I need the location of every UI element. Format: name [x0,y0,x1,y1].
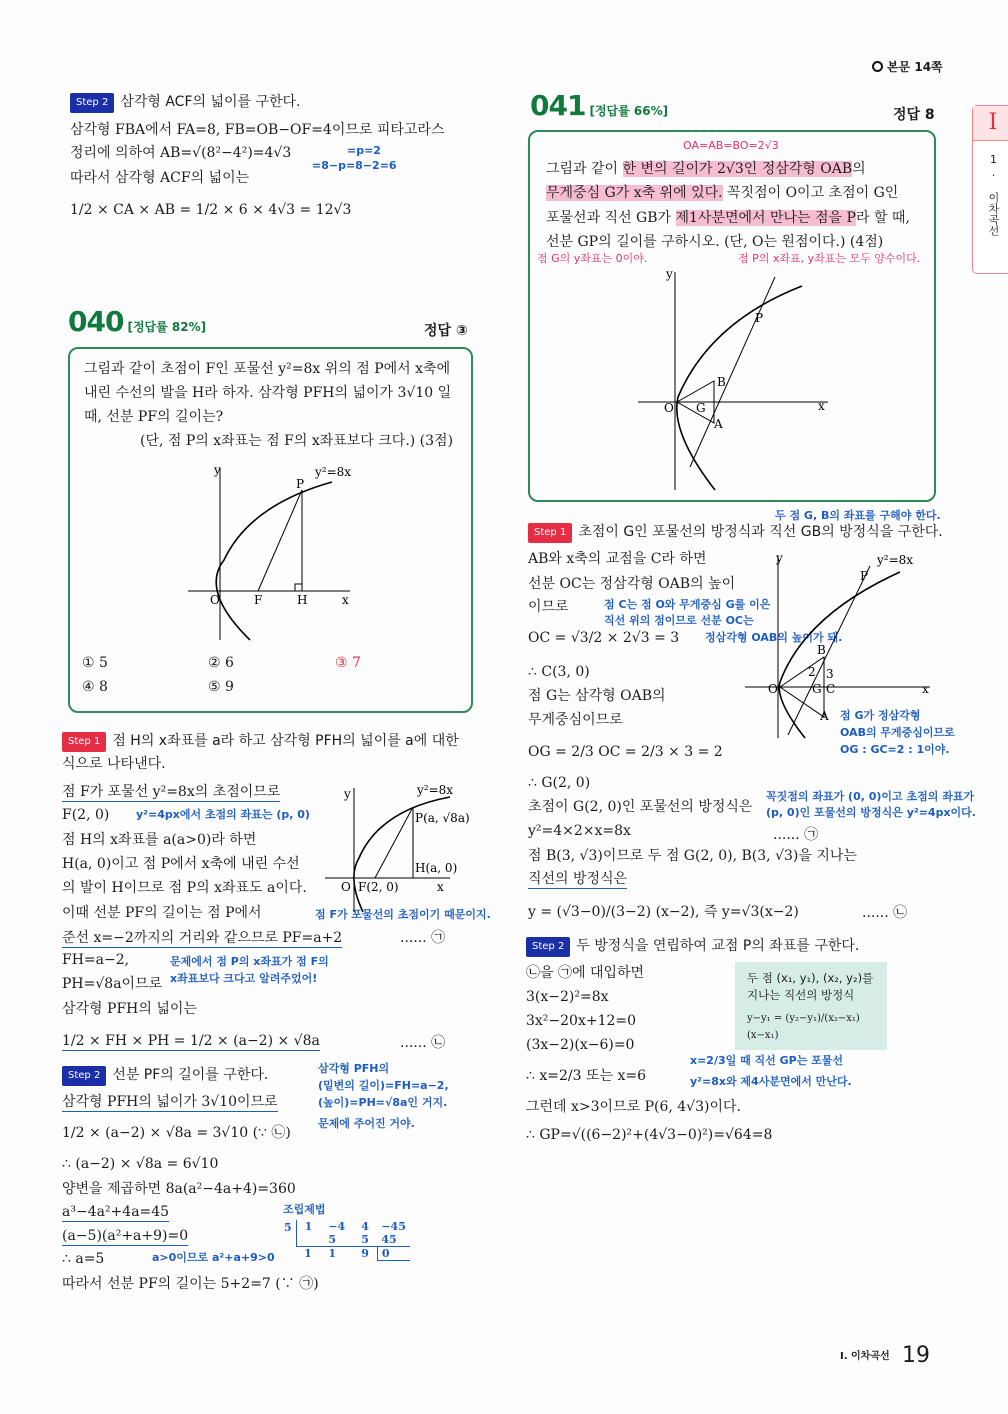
step1-heading [62,732,459,752]
solution-line: 점 B(3, √3)이므로 두 점 G(2, 0), B(3, √3)을 지나는 [528,848,857,864]
segment-label: 3 [826,667,834,681]
highlight: 한 변의 길이가 2√3인 정삼각형 OAB [622,161,853,177]
solution-line: 의 발이 H이므로 점 P의 x좌표도 a이다. [62,880,307,896]
solution-line: ∴ C(3, 0) [528,664,590,680]
annotation: y²=8x와 제4사분면에서 만난다. [690,1075,852,1088]
side-tab-chapter: 1. 이차곡선 [987,153,1000,236]
solution-line: ∴ a=5 [62,1251,105,1267]
annotation: y²=4px에서 초점의 좌표는 (p, 0) [136,808,310,821]
annotation: =p=2 [347,144,381,157]
solution-line: y²=4×2×x=8x [528,823,631,839]
solution-line: 점 G는 삼각형 OAB의 [528,688,666,704]
equation-mark: ...... ㉠ [773,827,819,843]
step-title: 초점이 G인 포물선의 방정식과 직선 GB의 방정식을 구한다. [578,524,943,540]
annotation: x=2/3일 때 직선 GP는 포물선 [690,1054,844,1067]
point-label: A [714,417,723,431]
step2-badge: Step 2 [526,937,570,957]
question-line: 내린 수선의 발을 H라 하자. 삼각형 PFH의 넓이가 3√10 일 [84,385,452,401]
solution-line: ∴ (a−2) × √8a = 6√10 [62,1156,219,1172]
solution-line: F(2, 0) [62,807,110,823]
solution-line: 1/2 × (a−2) × √8a = 3√10 (∵ ㉡) [62,1125,291,1141]
axis-label: y [344,787,351,801]
text: 포물선과 직선 GB가 [546,210,676,226]
solution-line: PH=√8a이므로 [62,976,163,992]
point-label: B [717,375,726,389]
solution-line: OG = 2/3 OC = 2/3 × 3 = 2 [528,744,723,760]
correct-rate: [정답률 66%] [589,104,669,118]
annotation: 점 P의 x좌표, y좌표는 모두 양수이다. [738,252,921,265]
solution-line: 1/2 × FH × PH = 1/2 × (a−2) × √8a [62,1033,320,1049]
figure-040 [180,460,360,645]
solution-line: 양변을 제곱하면 8a(a²−4a+4)=360 [62,1181,296,1197]
choice-4[interactable]: ④ 8 [82,679,108,695]
solution-line: 3(x−2)²=8x [526,989,609,1005]
annotation: OG : GC=2 : 1이야. [840,743,950,756]
solution-line: ∴ GP=√((6−2)²+(4√3−0)²)=√64=8 [526,1127,773,1143]
solution-line: 삼각형 PFH의 넓이가 3√10이므로 [62,1094,278,1110]
solution-line: 직선의 방정식은 [528,871,628,887]
formula-box [735,962,887,1050]
highlight: 제1사분면에서 만나는 점을 P [675,210,856,226]
step-title: 식으로 나타낸다. [62,756,166,772]
solution-line: a³−4a²+4a=45 [62,1204,170,1220]
formula-line: 두 점 (x₁, y₁), (x₂, y₂)를 [747,971,874,985]
solution-line: ∴ G(2, 0) [528,775,591,791]
annotation: 정삼각형 OAB의 높이가 돼. [705,631,843,644]
solution-line: 그런데 x>3이므로 P(6, 4√3)이다. [526,1099,741,1115]
step1-badge: Step 1 [528,523,572,543]
annotation: (밑변의 길이)=FH=a−2, [318,1079,449,1092]
page-ref-text: 본문 14쪽 [887,60,943,74]
solution-line: H(a, 0)이고 점 P에서 x축에 내린 수선 [62,856,300,872]
correct-rate: [정답률 82%] [127,320,207,334]
question-line [546,209,910,227]
axis-label: y [776,551,783,565]
coef: 1 [296,1220,320,1233]
solution-line: AB와 x축의 교점을 C라 하면 [528,551,707,567]
point-label: H(a, 0) [415,861,458,875]
line-gb [690,277,775,467]
step1-heading [528,523,943,543]
divisor: 5 [284,1221,292,1234]
annotation: 점 G의 y좌표는 0이야. [537,252,648,265]
choice-3-selected[interactable]: ③ 7 [335,655,361,671]
text: 라 할 때, [855,210,910,226]
annotation: 점 C는 점 O와 무게중심 G를 이은 [604,598,771,611]
equation-mark: ...... ㉡ [400,1035,446,1051]
figure-041 [630,262,830,492]
solution-line: 무게중심이므로 [528,712,623,728]
point-label: O [664,401,674,415]
question-line [546,160,866,178]
annotation: 꼭짓점의 좌표가 (0, 0)이고 초점의 좌표가 [766,790,975,803]
answer-label: 정답 8 [893,107,935,123]
solution-line: 이때 선분 PF의 길이는 점 P에서 [62,905,262,921]
annotation: 직선 위의 점이므로 선분 OC는 [604,614,754,627]
segment-label: 2 [808,665,816,679]
solution-line: ∴ x=2/3 또는 x=6 [526,1068,646,1084]
coef: 5 [353,1233,377,1247]
point-label: P [755,311,764,325]
point-label: O [341,880,351,894]
parabola [216,482,332,640]
coef: −45 [381,1220,406,1233]
point-label: P [296,477,305,491]
axis-label: x [437,880,444,894]
formula-line: 지나는 직선의 방정식 [747,988,855,1002]
side-tab-roman: I [973,106,1008,141]
point-label: B [817,643,826,657]
solution-line: y = (√3−0)/(3−2) (x−2), 즉 y=√3(x−2) [528,904,799,920]
footer-chapter: I. 이차곡선 [840,1351,890,1362]
question-line: (단, 점 P의 x좌표는 점 F의 x좌표보다 크다.) (3점) [140,433,454,449]
solution-line: 정리에 의하여 AB=√(8²−4²)=4√3 [70,145,292,161]
annotation: 두 점 G, B의 좌표를 구해야 한다. [775,509,941,522]
question-line [546,233,883,251]
point-label: F(2, 0) [358,880,399,894]
problem-number: 040 [68,305,124,338]
point-label: A [820,709,829,723]
coef: 9 [361,1247,369,1261]
axis-label: x [818,399,825,413]
curve-label: y²=8x [417,783,454,797]
step-title: 두 방정식을 연립하여 교점 P의 좌표를 구한다. [576,938,860,954]
page-ref [872,58,943,76]
axis-label: x [342,593,349,607]
axis-label: x [922,682,929,696]
solution-line: 선분 OC는 정삼각형 OAB의 높이 [528,576,736,592]
solution-line: 삼각형 PFH의 넓이는 [62,1001,197,1017]
solution-line: 이므로 [528,599,569,615]
text: 의 [852,161,866,177]
question-line [546,184,898,202]
annotation: x좌표보다 크다고 알려주었어! [170,972,318,985]
step2-heading [526,937,859,957]
synthetic-division [283,1220,410,1261]
point-label: P(a, √8a) [415,811,470,825]
step-title: 점 H의 x좌표를 a라 하고 삼각형 PFH의 넓이를 a에 대한 [112,733,459,749]
point-label: P [860,569,869,583]
coef: 45 [377,1233,410,1247]
step1-badge: Step 1 [62,732,106,752]
solution-line: 점 H의 x좌표를 a(a>0)라 하면 [62,832,257,848]
equation-mark: ...... ㉠ [400,930,446,946]
circle-bullet-icon [872,61,883,72]
point-label: C [826,682,836,696]
annotation: (높이)=PH=√8a인 거지. [318,1096,448,1109]
axis-label: y [214,463,221,477]
solution-line: (a−5)(a²+a+9)=0 [62,1228,189,1244]
problem-number: 041 [530,89,586,122]
coef: 1 [328,1247,336,1261]
parabola [677,286,802,490]
point-label: O [210,593,220,607]
solution-line: 삼각형 FBA에서 FA=8, FB=OB−OF=4이므로 피타고라스 [70,122,445,138]
solution-line: 1/2 × CA × AB = 1/2 × 6 × 4√3 = 12√3 [70,202,352,218]
annotation: OAB의 무게중심이므로 [840,726,955,739]
solution-line: 준선 x=−2까지의 거리와 같으므로 PF=a+2 [62,930,343,946]
equation-mark: ...... ㉡ [862,905,908,921]
annotation: 문제에 주어진 거야. [318,1117,415,1130]
annotation: 조립제법 [283,1203,326,1216]
annotation: 삼각형 PFH의 [318,1062,390,1075]
step2-heading [62,1066,268,1086]
side-tab[interactable] [972,105,1008,274]
coef: −4 [328,1220,346,1233]
right-angle-mark [295,584,302,591]
step2-badge: Step 2 [62,1066,106,1086]
remainder: 0 [377,1247,410,1261]
point-label: H [297,593,308,607]
solution-line: 초점이 G(2, 0)인 포물선의 방정식은 [528,799,753,815]
annotation: 점 F가 포물선의 초점이기 때문이지. [315,908,491,921]
annotation: =8−p=8−2=6 [312,159,397,172]
choice-5[interactable]: ⑤ 9 [208,679,234,695]
solution-line: OC = √3/2 × 2√3 = 3 [528,630,680,646]
annotation: OA=AB=BO=2√3 [683,139,779,152]
problem-header-040 [68,305,206,338]
solution-line: ㉡을 ㉠에 대입하면 [526,965,645,981]
curve-label: y²=8x [877,553,914,567]
answer-label: 정답 ③ [424,323,468,339]
solution-line: (3x−2)(x−6)=0 [526,1037,635,1053]
step-title: 선분 PF의 길이를 구한다. [112,1067,269,1083]
solution-line: 3x²−20x+12=0 [526,1013,637,1029]
curve-label: y²=8x [315,465,352,479]
coef: 1 [304,1247,312,1261]
solution-line: FH=a−2, [62,952,130,968]
highlight: 무게중심 G가 x축 위에 있다. [546,185,723,201]
solution-line: 점 F가 포물선 y²=8x의 초점이므로 [62,784,281,800]
prev-step2-heading [70,93,301,113]
point-label: G [812,682,822,696]
point-label: O [768,682,778,696]
text: 꼭짓점이 O이고 초점이 G인 [722,185,899,201]
choice-1[interactable]: ① 5 [82,655,108,671]
annotation: (p, 0)인 포물선의 방정식은 y²=4px이다. [766,806,976,819]
point-label: G [696,401,706,415]
figure-040-solution [325,780,485,915]
annotation: 점 G가 정삼각형 [840,709,921,722]
axis-label: y [666,267,673,281]
problem-header-041 [530,89,668,122]
annotation: 문제에서 점 P의 x좌표가 점 F의 [170,955,329,968]
segment-pf [258,490,302,591]
annotation: a>0이므로 a²+a+9>0 [152,1251,275,1264]
question-line: 때, 선분 PF의 길이는? [84,409,224,425]
page-number: 19 [902,1343,930,1368]
coef: 5 [320,1233,353,1247]
solution-line: 따라서 삼각형 ACF의 넓이는 [70,170,250,186]
question-line: 그림과 같이 초점이 F인 포물선 y²=8x 위의 점 P에서 x축에 [84,361,451,377]
text: 그림과 같이 [546,161,623,177]
step-title: 삼각형 ACF의 넓이를 구한다. [120,94,301,110]
point-label: F [254,593,263,607]
formula-line: y−y₁ = (y₂−y₁)/(x₂−x₁) (x−x₁) [747,1013,860,1041]
step2-badge: Step 2 [70,93,114,113]
choice-2[interactable]: ② 6 [208,655,234,671]
solution-line: 따라서 선분 PF의 길이는 5+2=7 (∵ ㉠) [62,1276,319,1292]
coef: 4 [361,1220,369,1233]
text: 선분 GP의 길이를 구하시오. (단, O는 원점이다.) (4점) [546,234,884,250]
